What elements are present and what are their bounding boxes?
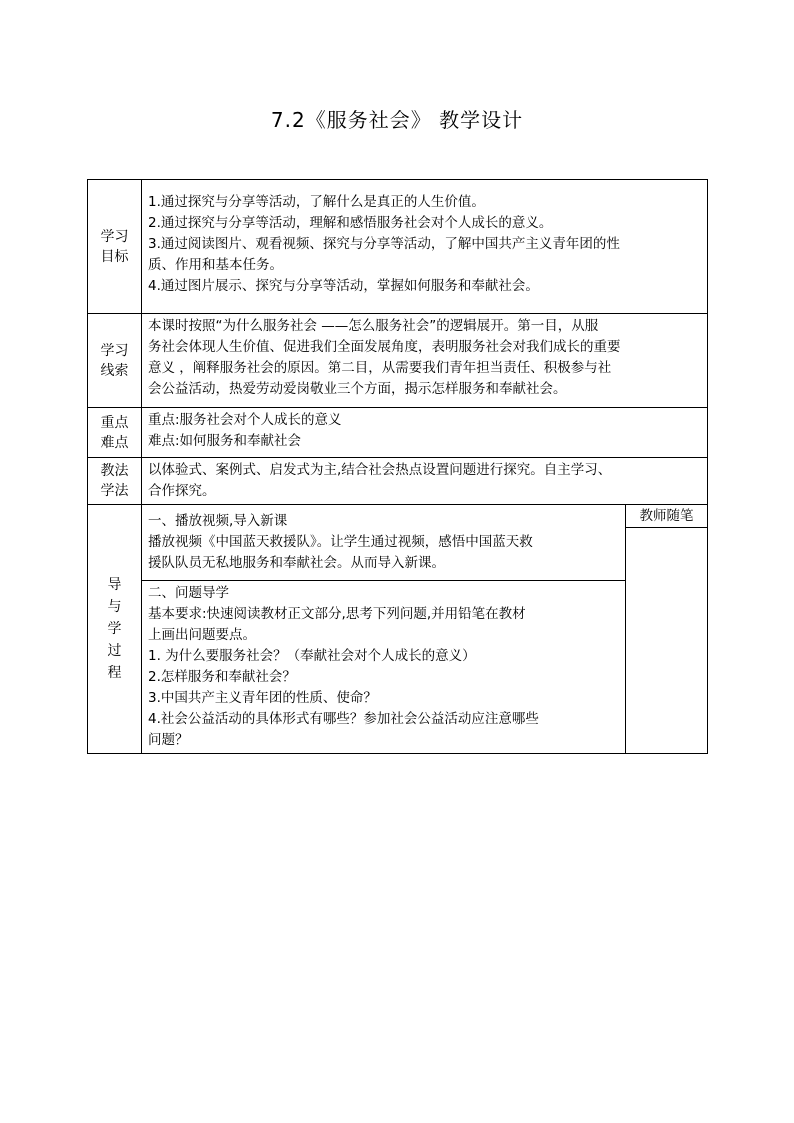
difficult-point: 难点:如何服务和奉献社会 (148, 433, 302, 449)
objective-item: 3.通过阅读图片、观看视频、探究与分享等活动，了解中国共产主义青年团的性 (148, 236, 620, 252)
methods-label: 教法 学法 (88, 458, 142, 505)
key-point: 重点:服务社会对个人成长的意义 (148, 412, 342, 428)
process-section-questions: 二、问题导学 基本要求:快速阅读教材正文部分,思考下列问题,并用铅笔在教材 上画出问题要点。 1. 为什么要服务社会？（奉献社会对个人成长的意义） 2.怎样服务和奉献社会？ 3.中国共产主义青年团的性质、使命？ 4.社会公益活动的具体形式有哪些？参加社会公益活动应注意哪些 问题？ (142, 581, 626, 754)
section-heading: 二、问题导学 (148, 585, 229, 601)
teacher-notes-header: 教师随笔 (626, 505, 707, 528)
objective-item: 2.通过探究与分享等活动，理解和感悟服务社会对个人成长的意义。 (148, 215, 553, 231)
question-item: 1. 为什么要服务社会？（奉献社会对个人成长的意义） (148, 648, 476, 664)
objective-item: 1.通过探究与分享等活动，了解什么是真正的人生价值。 (148, 194, 485, 210)
objective-item: 4.通过图片展示、探究与分享等活动，掌握如何服务和奉献社会。 (148, 278, 539, 294)
clues-content: 本课时按照“为什么服务社会 ——怎么服务社会”的逻辑展开。第一目，从服 务社会体现人生价值、促进我们全面发展角度，表明服务社会对我们成长的重要 意义 ，阐释服务社会的原因。第二目，从需要我们青年担当责任、积极参与社 会公益活动，热爱劳动爱岗敬业三个方面，揭示怎样服务和奉献社会。 (142, 314, 708, 408)
key-points-row (88, 408, 708, 458)
objectives-label: 学习 目标 (88, 180, 142, 314)
page-title: 7.2《服务社会》 教学设计 (270, 108, 524, 132)
question-item: 4.社会公益活动的具体形式有哪些？参加社会公益活动应注意哪些 (148, 711, 539, 727)
methods-content: 以体验式、案例式、启发式为主,结合社会热点设置问题进行探究。自主学习、 合作探究。 (142, 458, 708, 505)
lesson-plan-table (87, 179, 708, 754)
objective-item: 质、作用和基本任务。 (148, 257, 283, 273)
process-section-intro: 一、播放视频,导入新课 播放视频《中国蓝天救援队》。让学生通过视频，感悟中国蓝天救 援队队员无私地服务和奉献社会。从而导入新课。 (142, 505, 626, 581)
key-points-content (142, 408, 708, 458)
key-points-label: 重点 难点 (88, 408, 142, 458)
question-item: 2.怎样服务和奉献社会？ (148, 669, 296, 685)
process-label: 导 与 学 过 程 (88, 505, 142, 754)
section-heading: 一、播放视频,导入新课 (148, 513, 288, 529)
teacher-notes-column (626, 505, 708, 754)
objectives-content (142, 180, 708, 314)
methods-row (88, 458, 708, 505)
clues-row (88, 314, 708, 408)
objectives-row (88, 180, 708, 314)
process-row-1 (88, 505, 708, 581)
process-row-2 (88, 581, 708, 754)
clues-label: 学习 线索 (88, 314, 142, 408)
question-item: 3.中国共产主义青年团的性质、使命？ (148, 690, 377, 706)
